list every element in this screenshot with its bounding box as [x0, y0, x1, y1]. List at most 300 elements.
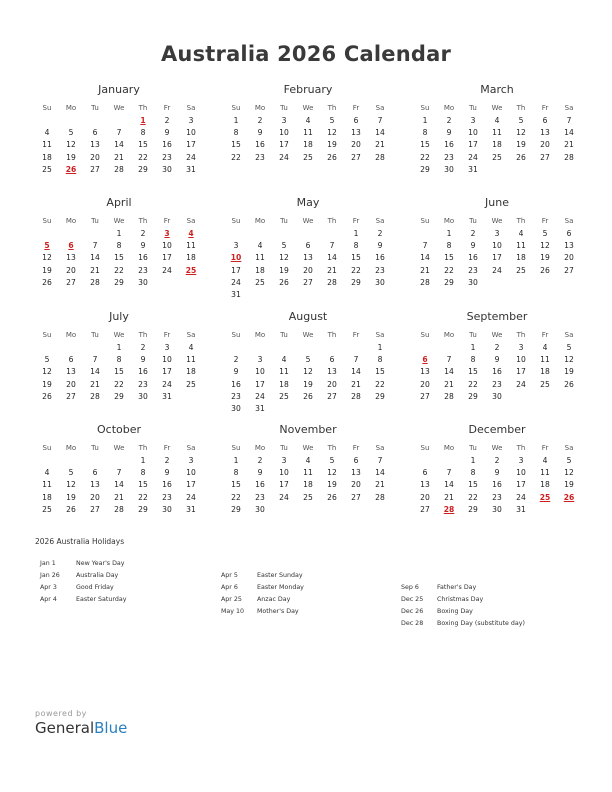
- week-row: [224, 492, 392, 504]
- empty-day: [296, 289, 320, 301]
- empty-day: [557, 164, 581, 176]
- day: 17: [492, 253, 502, 263]
- holiday-date: Jan 26: [40, 572, 60, 579]
- day: 18: [42, 152, 52, 162]
- day: 11: [303, 128, 313, 138]
- day: 13: [66, 367, 76, 377]
- weekday-label: Fr: [352, 104, 360, 112]
- day: 1: [470, 343, 476, 352]
- week-row: [224, 139, 392, 151]
- day: 3: [188, 456, 194, 465]
- day: 27: [351, 492, 361, 502]
- page-title: Australia 2026 Calendar: [160, 42, 452, 66]
- day: 1: [233, 116, 239, 125]
- empty-day: [59, 228, 83, 240]
- day: 18: [540, 480, 550, 490]
- day: 7: [353, 355, 359, 365]
- weekday-label: Tu: [280, 444, 288, 452]
- day: 2: [233, 355, 239, 365]
- day: 3: [470, 116, 476, 125]
- weekday-label: Sa: [375, 104, 385, 112]
- holiday-item: [401, 582, 525, 594]
- day: 12: [327, 128, 337, 138]
- day: 4: [188, 343, 194, 352]
- day: 29: [420, 164, 430, 174]
- day: 20: [327, 379, 337, 389]
- day: 4: [305, 116, 311, 125]
- week-row: [224, 379, 392, 391]
- day: 12: [66, 480, 76, 490]
- weekday-label: Mo: [65, 104, 77, 112]
- day: 30: [138, 277, 148, 287]
- day: 26: [42, 391, 52, 401]
- day: 1: [446, 229, 452, 238]
- day: 23: [162, 492, 172, 502]
- day: 18: [255, 265, 265, 275]
- empty-day: [413, 228, 437, 240]
- day: 11: [492, 128, 502, 138]
- day: 24: [492, 265, 502, 275]
- holiday-column: [40, 558, 126, 606]
- day: 19: [42, 379, 52, 389]
- day: 25: [516, 265, 526, 275]
- day: 5: [305, 355, 311, 365]
- weekday-label: Th: [138, 331, 148, 339]
- month-name: April: [106, 196, 132, 209]
- day: 7: [116, 128, 122, 138]
- week-row: [413, 139, 581, 151]
- day: 12: [564, 468, 574, 478]
- day: 27: [420, 504, 430, 514]
- day: 14: [114, 480, 124, 490]
- month-name: June: [485, 196, 509, 209]
- month-june: [413, 196, 581, 289]
- day: 13: [90, 480, 100, 490]
- weekday-label: Th: [327, 104, 337, 112]
- day: 9: [257, 468, 263, 478]
- weekday-header: [413, 328, 581, 342]
- day: 2: [494, 343, 500, 352]
- day: 12: [42, 367, 52, 377]
- day: 27: [66, 391, 76, 401]
- day: 8: [233, 128, 239, 138]
- holiday-name: Father's Day: [437, 584, 477, 591]
- day: 16: [138, 253, 148, 263]
- week-row: [35, 391, 203, 403]
- empty-day: [296, 403, 320, 415]
- holiday-day: 26: [65, 164, 77, 174]
- day: 8: [116, 241, 122, 251]
- day: 13: [351, 128, 361, 138]
- empty-day: [320, 504, 344, 516]
- week-row: [224, 265, 392, 277]
- weekday-label: Su: [420, 217, 430, 225]
- weekday-label: We: [491, 104, 503, 112]
- day: 10: [468, 128, 478, 138]
- day: 22: [231, 152, 241, 162]
- weekday-label: Su: [420, 331, 430, 339]
- day: 7: [116, 468, 122, 478]
- day: 17: [255, 379, 265, 389]
- empty-day: [272, 342, 296, 354]
- day: 8: [140, 128, 146, 138]
- month-name: November: [279, 423, 337, 436]
- day: 15: [138, 140, 148, 150]
- day: 30: [492, 391, 502, 401]
- day: 19: [516, 140, 526, 150]
- day: 1: [470, 456, 476, 465]
- logo-blue: Blue: [94, 719, 128, 737]
- day: 2: [494, 456, 500, 465]
- weekday-label: Th: [516, 331, 526, 339]
- holiday-date: Dec 28: [401, 620, 424, 627]
- day: 15: [444, 253, 454, 263]
- month-july: [35, 310, 203, 403]
- weekday-label: Mo: [65, 217, 77, 225]
- holiday-name: Christmas Day: [437, 596, 484, 603]
- day: 30: [492, 504, 502, 514]
- holiday-date: Dec 25: [401, 596, 424, 603]
- day: 9: [494, 468, 500, 478]
- day: 2: [164, 456, 170, 465]
- empty-day: [35, 342, 59, 354]
- weekday-label: Fr: [541, 444, 549, 452]
- day: 13: [327, 367, 337, 377]
- day: 24: [279, 492, 289, 502]
- weekday-label: Tu: [280, 331, 288, 339]
- weekday-header: [35, 214, 203, 228]
- day: 19: [279, 265, 289, 275]
- day: 26: [564, 379, 574, 389]
- day: 15: [138, 480, 148, 490]
- day: 28: [351, 391, 361, 401]
- day: 18: [303, 140, 313, 150]
- holiday-name: Boxing Day: [437, 608, 473, 615]
- day: 21: [375, 480, 385, 490]
- weekday-label: We: [113, 444, 125, 452]
- day: 23: [138, 265, 148, 275]
- day: 23: [468, 265, 478, 275]
- day: 16: [444, 140, 454, 150]
- week-row: [413, 265, 581, 277]
- day: 11: [540, 355, 550, 365]
- day: 27: [540, 152, 550, 162]
- holiday-column: [221, 570, 304, 618]
- day: 21: [564, 140, 574, 150]
- weekday-label: We: [302, 104, 314, 112]
- day: 3: [164, 343, 170, 352]
- day: 14: [564, 128, 574, 138]
- weekday-label: Fr: [163, 104, 171, 112]
- holiday-day: 26: [563, 492, 575, 502]
- week-row: [413, 228, 581, 240]
- day: 16: [162, 480, 172, 490]
- day: 18: [492, 140, 502, 150]
- week-row: [413, 479, 581, 491]
- weekday-label: We: [491, 444, 503, 452]
- week-row: [224, 289, 392, 301]
- day: 14: [420, 253, 430, 263]
- day: 13: [90, 140, 100, 150]
- holiday-item: [401, 606, 525, 618]
- day: 6: [566, 229, 572, 238]
- day: 21: [420, 265, 430, 275]
- day: 3: [494, 229, 500, 238]
- week-row: [35, 152, 203, 164]
- day: 25: [540, 379, 550, 389]
- day: 25: [255, 277, 265, 287]
- day: 16: [162, 140, 172, 150]
- day: 11: [303, 468, 313, 478]
- weekday-label: Sa: [375, 444, 385, 452]
- weekday-label: Tu: [469, 104, 477, 112]
- weekday-label: Th: [327, 217, 337, 225]
- holiday-date: Apr 25: [221, 596, 242, 603]
- day: 13: [420, 480, 430, 490]
- day: 19: [564, 367, 574, 377]
- logo-text: [35, 719, 127, 737]
- holiday-day: 10: [230, 253, 242, 263]
- weekday-label: Th: [516, 444, 526, 452]
- holiday-item: [40, 594, 126, 606]
- day: 26: [327, 152, 337, 162]
- day: 11: [279, 367, 289, 377]
- holiday-item: [40, 558, 126, 570]
- day: 31: [186, 504, 196, 514]
- day: 19: [540, 253, 550, 263]
- weekday-label: Tu: [91, 331, 99, 339]
- empty-day: [272, 228, 296, 240]
- holiday-date: Dec 26: [401, 608, 424, 615]
- day: 15: [114, 253, 124, 263]
- weekday-header: [224, 101, 392, 115]
- day: 20: [66, 379, 76, 389]
- day: 29: [138, 504, 148, 514]
- day: 17: [186, 480, 196, 490]
- logo-general: General: [35, 719, 95, 737]
- day: 31: [186, 164, 196, 174]
- empty-day: [155, 277, 179, 289]
- day: 8: [353, 241, 359, 251]
- day: 23: [492, 379, 502, 389]
- day: 10: [186, 128, 196, 138]
- holiday-item: [40, 570, 126, 582]
- day: 9: [494, 355, 500, 365]
- day: 29: [468, 504, 478, 514]
- week-row: [35, 479, 203, 491]
- day: 22: [468, 492, 478, 502]
- day: 24: [516, 379, 526, 389]
- holiday-name: Australia Day: [76, 572, 119, 579]
- week-row: [413, 252, 581, 264]
- day: 24: [162, 379, 172, 389]
- weekday-label: Sa: [186, 217, 196, 225]
- empty-day: [344, 403, 368, 415]
- empty-day: [368, 504, 392, 516]
- day: 5: [329, 116, 335, 125]
- day: 27: [564, 265, 574, 275]
- day: 13: [420, 367, 430, 377]
- day: 6: [353, 456, 359, 465]
- day: 16: [231, 379, 241, 389]
- week-row: [35, 139, 203, 151]
- month-name: February: [283, 83, 333, 96]
- day: 27: [351, 152, 361, 162]
- weekday-label: Mo: [254, 104, 266, 112]
- weekday-label: Fr: [352, 331, 360, 339]
- day: 22: [420, 152, 430, 162]
- day: 27: [90, 504, 100, 514]
- day: 6: [68, 355, 74, 365]
- holiday-name: Mother's Day: [257, 608, 299, 615]
- weekday-label: We: [302, 331, 314, 339]
- day: 26: [303, 391, 313, 401]
- weekday-label: Mo: [443, 217, 455, 225]
- week-row: [35, 455, 203, 467]
- empty-day: [248, 342, 272, 354]
- week-row: [413, 127, 581, 139]
- empty-day: [557, 277, 581, 289]
- day: 31: [255, 403, 265, 413]
- day: 15: [114, 367, 124, 377]
- empty-day: [272, 504, 296, 516]
- holiday-name: Easter Sunday: [257, 572, 303, 579]
- empty-day: [224, 228, 248, 240]
- month-february: [224, 83, 392, 164]
- day: 11: [42, 140, 52, 150]
- day: 9: [446, 128, 452, 138]
- week-row: [35, 504, 203, 516]
- weekday-label: Fr: [352, 444, 360, 452]
- weekday-header: [35, 328, 203, 342]
- day: 5: [281, 241, 287, 251]
- weekday-label: Su: [231, 104, 241, 112]
- day: 31: [231, 289, 241, 299]
- holiday-item: [221, 606, 304, 618]
- month-name: December: [468, 423, 526, 436]
- day: 13: [540, 128, 550, 138]
- holiday-item: [401, 618, 525, 630]
- day: 30: [162, 504, 172, 514]
- day: 16: [468, 253, 478, 263]
- day: 14: [90, 367, 100, 377]
- day: 2: [470, 229, 476, 238]
- empty-day: [248, 289, 272, 301]
- day: 28: [114, 164, 124, 174]
- holiday-day: 6: [422, 355, 428, 365]
- empty-day: [344, 289, 368, 301]
- day: 20: [564, 253, 574, 263]
- day: 13: [351, 468, 361, 478]
- day: 16: [255, 480, 265, 490]
- month-october: [35, 423, 203, 516]
- week-row: [413, 342, 581, 354]
- month-name: August: [288, 310, 328, 323]
- day: 17: [162, 367, 172, 377]
- holiday-date: Apr 6: [221, 584, 238, 591]
- day: 15: [468, 480, 478, 490]
- day: 9: [257, 128, 263, 138]
- weekday-label: Fr: [163, 331, 171, 339]
- empty-day: [83, 228, 107, 240]
- holiday-day: 25: [185, 265, 197, 275]
- day: 30: [468, 277, 478, 287]
- day: 26: [279, 277, 289, 287]
- week-row: [224, 391, 392, 403]
- day: 20: [420, 492, 430, 502]
- day: 5: [566, 343, 572, 352]
- empty-day: [437, 342, 461, 354]
- empty-day: [320, 228, 344, 240]
- weekday-label: Th: [516, 217, 526, 225]
- week-row: [35, 164, 203, 176]
- day: 10: [516, 468, 526, 478]
- weekday-label: Sa: [564, 217, 574, 225]
- weekday-label: Fr: [541, 104, 549, 112]
- week-row: [224, 228, 392, 240]
- week-row: [413, 115, 581, 127]
- week-row: [224, 403, 392, 415]
- day: 28: [327, 277, 337, 287]
- day: 20: [420, 379, 430, 389]
- day: 11: [186, 241, 196, 251]
- day: 10: [255, 367, 265, 377]
- holiday-name: Anzac Day: [257, 596, 291, 603]
- holiday-name: Easter Saturday: [76, 596, 127, 603]
- day: 6: [329, 355, 335, 365]
- day: 15: [420, 140, 430, 150]
- day: 30: [444, 164, 454, 174]
- weekday-label: Su: [42, 331, 52, 339]
- day: 8: [470, 468, 476, 478]
- holiday-name: Good Friday: [76, 584, 114, 591]
- day: 24: [162, 265, 172, 275]
- day: 9: [164, 128, 170, 138]
- holiday-item: [221, 570, 304, 582]
- day: 30: [255, 504, 265, 514]
- day: 11: [186, 355, 196, 365]
- day: 4: [542, 343, 548, 352]
- day: 3: [233, 241, 239, 251]
- week-row: [413, 164, 581, 176]
- day: 29: [114, 277, 124, 287]
- day: 30: [138, 391, 148, 401]
- day: 28: [420, 277, 430, 287]
- day: 8: [116, 355, 122, 365]
- day: 7: [422, 241, 428, 251]
- day: 25: [492, 152, 502, 162]
- day: 29: [468, 391, 478, 401]
- holiday-day: 6: [68, 241, 74, 251]
- empty-day: [533, 164, 557, 176]
- week-row: [35, 228, 203, 240]
- day: 7: [329, 241, 335, 251]
- day: 20: [303, 265, 313, 275]
- weekday-label: Mo: [443, 104, 455, 112]
- day: 4: [305, 456, 311, 465]
- day: 25: [279, 391, 289, 401]
- day: 21: [444, 379, 454, 389]
- weekday-label: Sa: [564, 331, 574, 339]
- empty-day: [107, 455, 131, 467]
- month-january: [35, 83, 203, 176]
- day: 14: [444, 480, 454, 490]
- day: 24: [186, 152, 196, 162]
- day: 21: [90, 265, 100, 275]
- day: 22: [114, 265, 124, 275]
- empty-day: [485, 277, 509, 289]
- holiday-date: Apr 5: [221, 572, 238, 579]
